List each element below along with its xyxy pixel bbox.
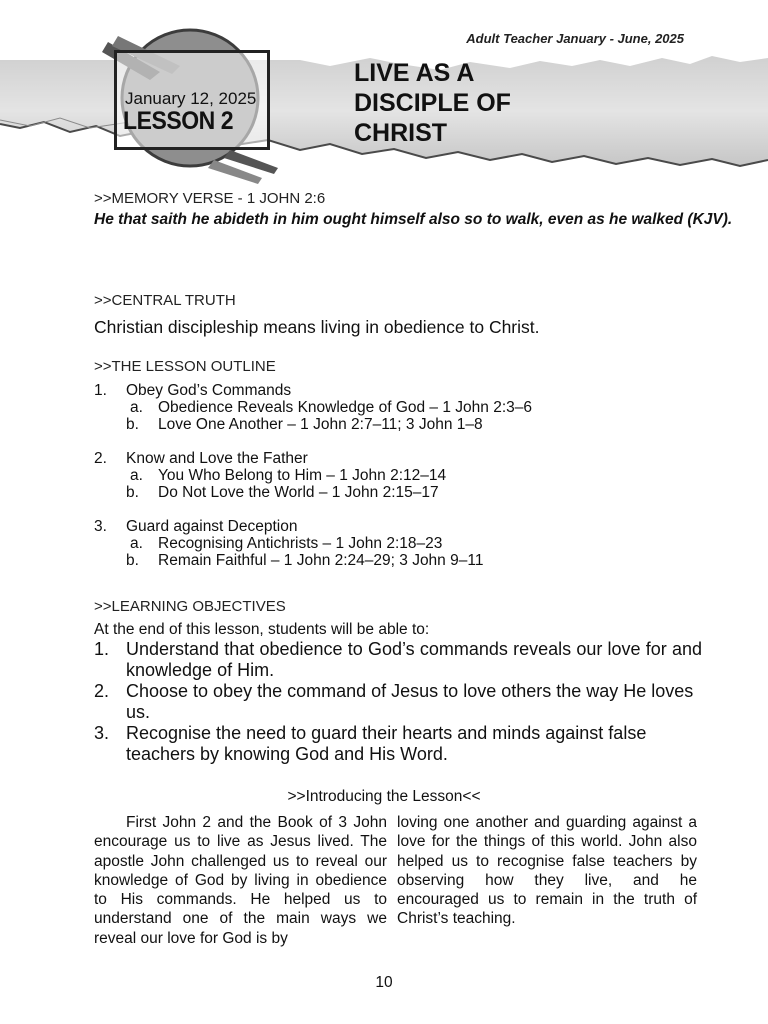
lesson-badge xyxy=(100,32,290,174)
lesson-date: January 12, 2025 xyxy=(125,89,257,108)
objective-item xyxy=(94,723,702,765)
outline-item-number: 2. xyxy=(94,450,107,467)
outline-item-title: Obey God’s Commands xyxy=(126,382,292,399)
lesson-number: LESSON 2 xyxy=(123,107,234,135)
publication-title: Adult Teacher January - June, 2025 xyxy=(466,31,684,46)
objective-text: Understand that obedience to God’s commands reveals our love for and knowledge of Him. xyxy=(126,639,702,680)
outline-sub-letter: b. xyxy=(126,484,139,501)
memory-verse-text: He that saith he abideth in him ought himself also so to walk, even as he walked (KJV). xyxy=(94,211,733,228)
outline-sub-text: Do Not Love the World – 1 John 2:15–17 xyxy=(158,484,439,501)
objectives-heading: >>LEARNING OBJECTIVES xyxy=(94,598,286,615)
introduction-left-column: First John 2 and the Book of 3 John encourage us to live as Jesus lived. The apostle John challenged us to reveal our knowledge of God by living in obedience to His commands. He helped us to understand one of the main ways we reveal our love for God is by xyxy=(94,814,387,947)
outline-sub-text: You Who Belong to Him – 1 John 2:12–14 xyxy=(158,467,447,484)
outline-sub-letter: b. xyxy=(126,552,139,569)
outline-item-title: Know and Love the Father xyxy=(126,450,308,467)
central-truth-heading: >>CENTRAL TRUTH xyxy=(94,292,236,309)
introduction-right-column: loving one another and guarding against a love for the things of this world. John also helped us to recognise false teachers by observing how they live, and he encouraged us to remain in the truth of Christ’s teaching. xyxy=(397,814,697,928)
outline-sub-text: Recognising Antichrists – 1 John 2:18–23 xyxy=(158,535,443,552)
outline-item-number: 3. xyxy=(94,518,107,535)
outline-sub-text: Remain Faithful – 1 John 2:24–29; 3 John 9–11 xyxy=(158,552,484,569)
lesson-header xyxy=(0,0,768,190)
lesson-outline xyxy=(94,382,714,586)
outline-sub-letter: b. xyxy=(126,416,139,433)
outline-sub-letter: a. xyxy=(130,467,143,484)
outline-sub-text: Obedience Reveals Knowledge of God – 1 John 2:3–6 xyxy=(158,399,532,416)
introduction-heading: >>Introducing the Lesson<< xyxy=(287,788,481,805)
memory-verse-heading: >>MEMORY VERSE - 1 JOHN 2:6 xyxy=(94,190,326,207)
objective-text: Recognise the need to guard their hearts and minds against false teachers by knowing God and His Word. xyxy=(126,723,647,764)
central-truth-text: Christian discipleship means living in obedience to Christ. xyxy=(94,317,540,337)
lesson-title-line: DISCIPLE OF xyxy=(354,89,511,117)
page-number: 10 xyxy=(375,974,393,991)
outline-heading: >>THE LESSON OUTLINE xyxy=(94,358,276,375)
outline-item xyxy=(94,450,714,501)
outline-sub-letter: a. xyxy=(130,535,143,552)
lesson-title-line: LIVE AS A xyxy=(354,59,475,87)
objective-number: 3. xyxy=(94,723,110,743)
objectives-intro: At the end of this lesson, students will be able to: xyxy=(94,621,430,638)
objective-text: Choose to obey the command of Jesus to love others the way He loves us. xyxy=(126,681,694,722)
outline-item-title: Guard against Deception xyxy=(126,518,298,535)
outline-item-number: 1. xyxy=(94,382,107,399)
outline-item xyxy=(94,518,714,569)
objective-number: 1. xyxy=(94,639,110,659)
objective-item xyxy=(94,681,702,723)
outline-item xyxy=(94,382,714,433)
objectives-list xyxy=(94,639,702,765)
outline-sub-text: Love One Another – 1 John 2:7–11; 3 John 1–8 xyxy=(158,416,483,433)
lesson-title-line: CHRIST xyxy=(354,119,448,147)
lesson-title xyxy=(354,58,511,148)
lesson-badge-frame xyxy=(114,50,270,150)
objective-item xyxy=(94,639,702,681)
outline-sub-letter: a. xyxy=(130,399,143,416)
objective-number: 2. xyxy=(94,681,110,701)
